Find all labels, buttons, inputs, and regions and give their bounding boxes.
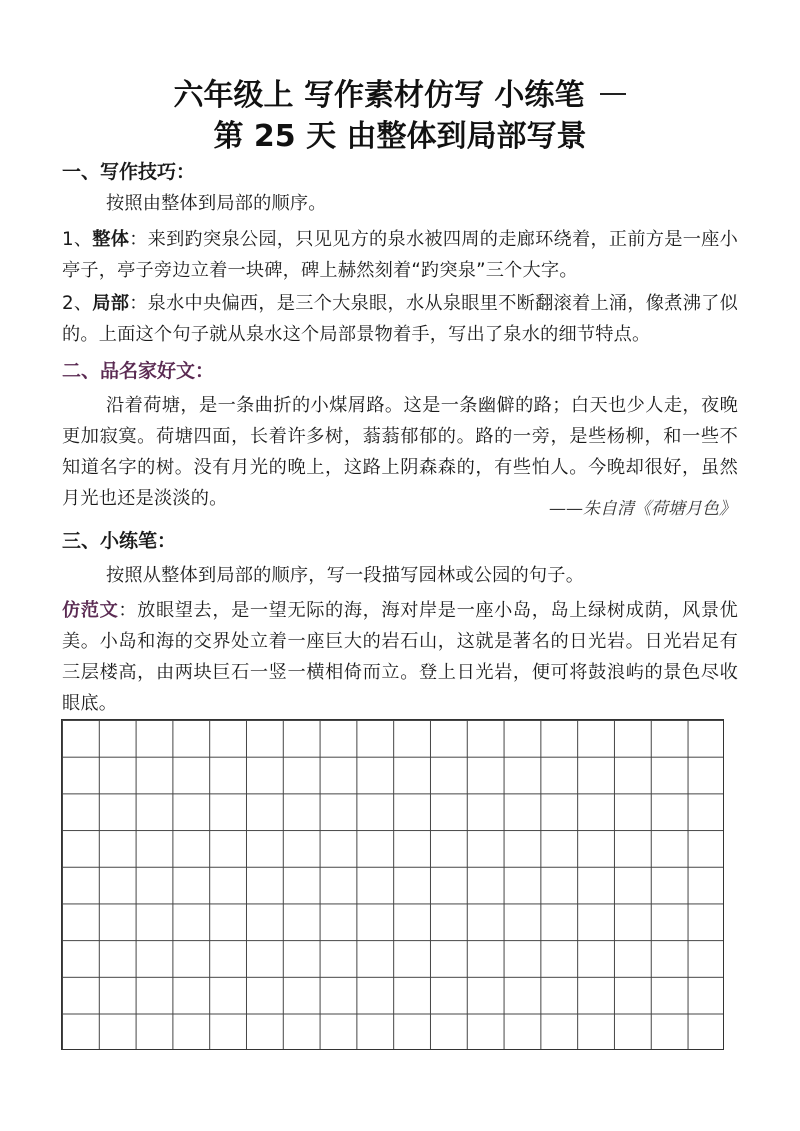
section2-attribution: ——朱自清《荷塘月色》 [549, 499, 736, 519]
section1-heading: 一、写作技巧： [62, 161, 196, 183]
section3-heading: 三、小练笔： [62, 530, 177, 552]
point1-text: ：来到趵突泉公园，只见见方的泉水被四周的走廊环绕着，正前方是一座小亭子，亭子旁边立着一块碑，碑上赫然刻着“趵突泉”三个大字。 [62, 229, 738, 281]
section1-intro: 按照由整体到局部的顺序。 [106, 193, 327, 214]
point1-label: 整体 [92, 229, 130, 250]
writing-grid[interactable] [61, 719, 724, 1050]
section3-prompt: 按照从整体到局部的顺序，写一段描写园林或公园的句子。 [106, 565, 585, 586]
title-text-line1: 六年级上 写作素材仿写 小练笔 [173, 78, 585, 113]
point2-label: 局部 [92, 293, 130, 314]
section3-model [62, 595, 738, 719]
section2-heading: 二、品名家好文： [62, 360, 215, 382]
point2-num: 2、 [62, 293, 93, 314]
model-text: ：放眼望去，是一望无际的海，海对岸是一座小岛，岛上绿树成荫，风景优美。小岛和海的交界处立着一座巨大的岩石山，这就是著名的日光岩。日光岩足有三层楼高，由两块巨石一竖一横相倚而立。登上日光岩，便可将鼓浪屿的景色尽收眼底。 [62, 600, 738, 714]
point2-text: ：泉水中央偏西，是三个大泉眼，水从泉眼里不断翻滚着上涌，像煮沸了似的。上面这个句子就从泉水这个局部景物着手，写出了泉水的细节特点。 [62, 293, 738, 345]
section2-text: 沿着荷塘，是一条曲折的小煤屑路。这是一条幽僻的路；白天也少人走，夜晚更加寂寞。荷塘四面，长着许多树，蓊蓊郁郁的。路的一旁，是些杨柳，和一些不知道名字的树。没有月光的晚上，这路上阴森森的，有些怕人。今晚却很好，虽然月光也还是淡淡的。 [62, 395, 738, 509]
section1-point2 [62, 288, 738, 350]
point1-num: 1、 [62, 229, 93, 250]
section1-point1 [62, 224, 738, 286]
page-title-line2: 第 25 天 由整体到局部写景 [213, 119, 587, 154]
model-label: 仿范文 [62, 600, 119, 621]
page-title-line1 [0, 76, 800, 116]
title-dash [600, 93, 626, 95]
